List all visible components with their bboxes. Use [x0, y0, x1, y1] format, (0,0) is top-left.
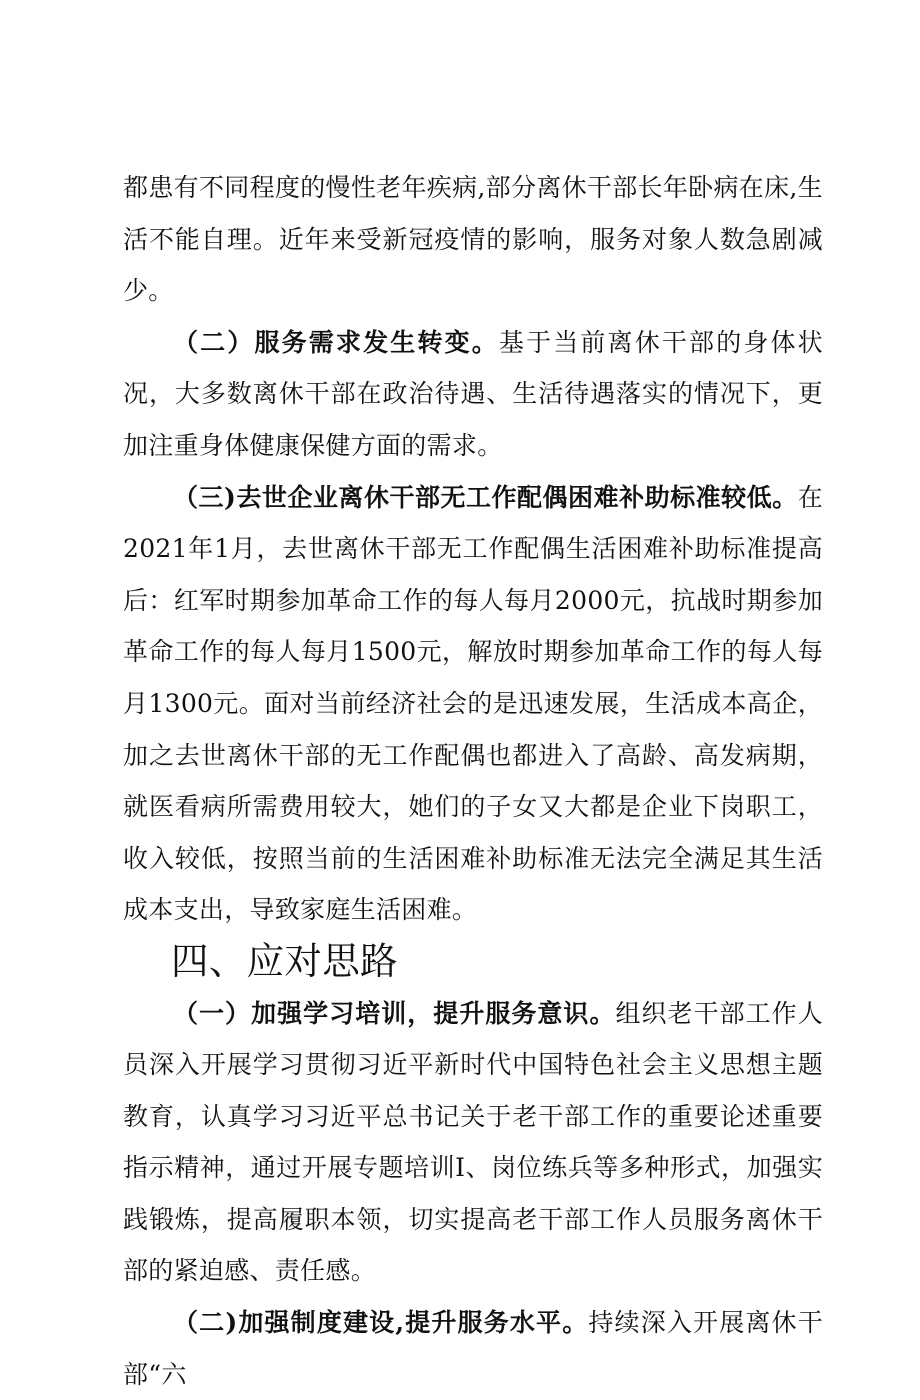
paragraph-lead: （二)加强制度建设,提升服务水平。: [173, 1308, 589, 1338]
paragraph-text: 都患有不同程度的慢性老年疾病,部分离休干部长年卧病在床,生活不能自理。近年来受新冠疫情的影响，服务对象人数急剧减少。: [123, 173, 823, 306]
paragraph-demand-change: [123, 317, 823, 472]
paragraph-subsidy-standard: [123, 472, 823, 936]
paragraph-text: 组织老干部工作人员深入开展学习贯彻习近平新时代中国特色社会主义思想主题教育，认真学习习近平总书记关于老干部工作的重要论述重要指示精神，通过开展专题培训I、岗位练兵等多种形式，加强实践锻炼，提高履职本领，切实提高老干部工作人员服务离休干部的紧迫感、责任感。: [123, 998, 824, 1286]
paragraph-lead: （一）加强学习培训，提升服务意识。: [173, 998, 616, 1028]
paragraph-text: 基于当前离休干部的身体状况，大多数离休干部在政治待遇、生活待遇落实的情况下，更加注重身体健康保健方面的需求。: [123, 327, 823, 460]
paragraph-text: 持续深入开展离休干部“六: [123, 1308, 824, 1389]
paragraph-lead: （三)去世企业离休干部无工作配偶困难补助标准较低。: [173, 482, 798, 512]
paragraph-text: 在2021年1月，去世离休干部无工作配偶生活困难补助标准提高后：红军时期参加革命工作的每人每月2000元，抗战时期参加革命工作的每人每月1500元，解放时期参加革命工作的每人每月1300元。面对当前经济社会的是迅速发展，生活成本高企，加之去世离休干部的无工作配偶也都进入了高龄、高发病期，就医看病所需费用较大，她们的子女又大都是企业下岗职工，收入较低，按照当前的生活困难补助标准无法完全满足其生活成本支出，导致家庭生活困难。: [123, 482, 823, 925]
document-body: [123, 162, 823, 1400]
section-heading: 四、应对思路: [171, 938, 398, 983]
paragraph-lead: （二）服务需求发生转变。: [173, 327, 499, 357]
paragraph-health-status: [123, 162, 823, 317]
paragraph-training: [123, 988, 823, 1298]
paragraph-system-building: [123, 1297, 823, 1400]
